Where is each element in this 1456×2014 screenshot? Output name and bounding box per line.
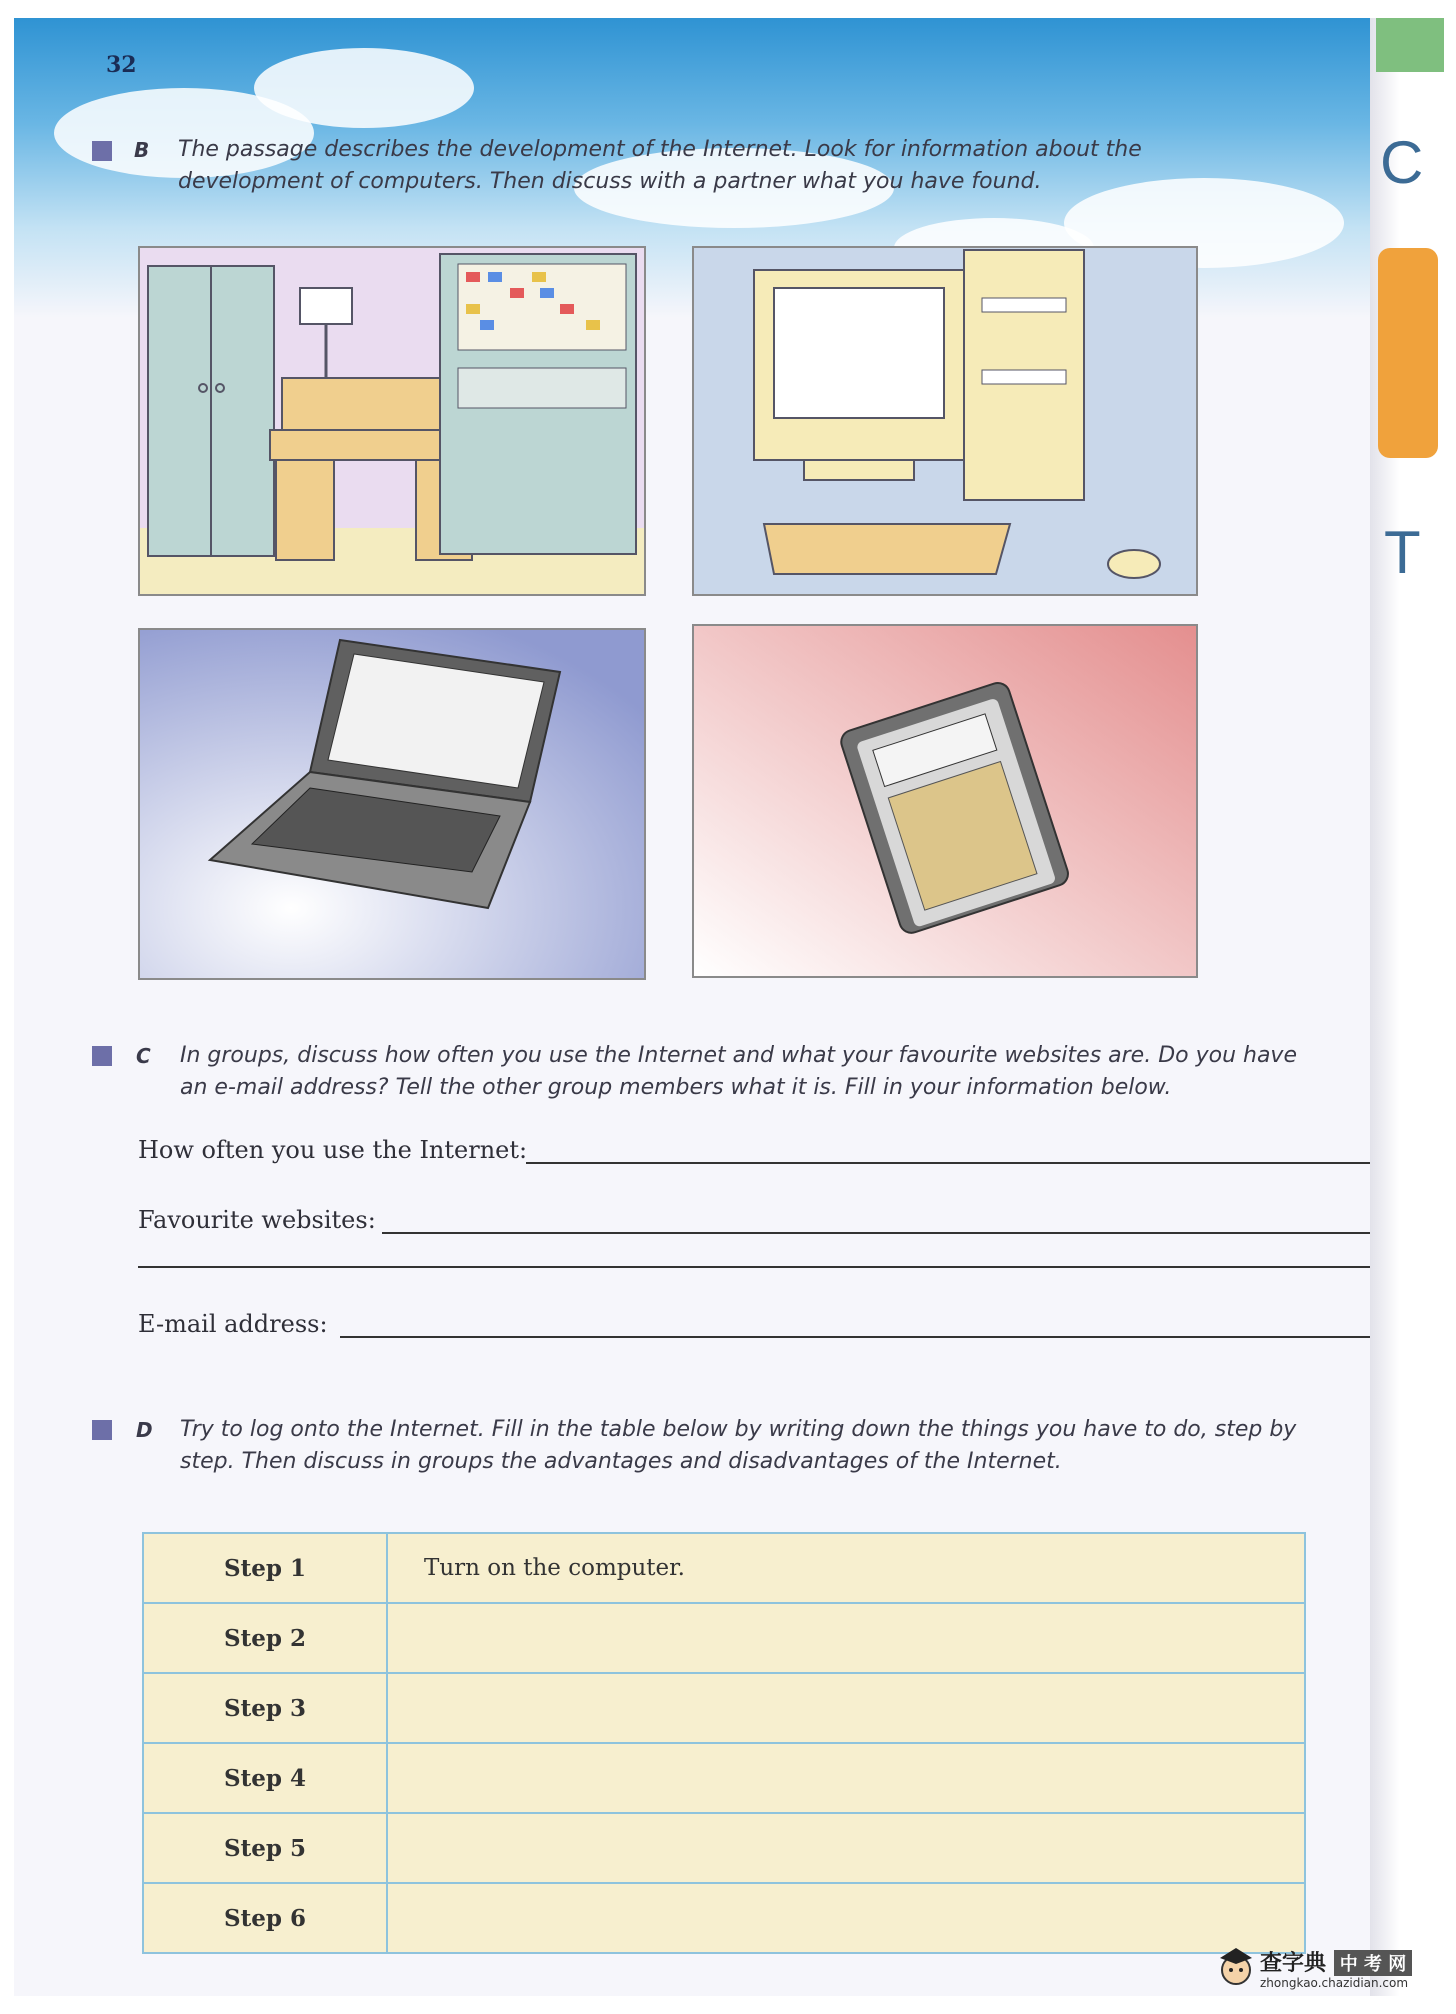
steps-table (142, 1532, 1306, 1954)
site-watermark (1214, 1942, 1442, 1996)
email-address-label: E-mail address: (138, 1310, 328, 1338)
section-d-instruction-line1: Try to log onto the Internet. Fill in the table below by writing down the things you have to do, step by (180, 1417, 1297, 1442)
step-content[interactable]: Turn on the computer. (387, 1533, 1305, 1603)
step-label: Step 6 (143, 1883, 387, 1953)
facing-page-illustration (1378, 248, 1438, 458)
step-content[interactable] (387, 1673, 1305, 1743)
favourite-websites-extra-line[interactable] (138, 1266, 1444, 1268)
facing-page-green-band (1376, 18, 1444, 72)
step-label: Step 4 (143, 1743, 387, 1813)
table-row (143, 1743, 1305, 1813)
table-row (143, 1813, 1305, 1883)
step-content[interactable] (387, 1743, 1305, 1813)
calculator-illustration (692, 624, 1198, 978)
section-b-letter: B (134, 138, 150, 162)
watermark-url: zhongkao.chazidian.com (1260, 1976, 1409, 1990)
table-row (143, 1883, 1305, 1953)
table-row (143, 1533, 1305, 1603)
table-row (143, 1673, 1305, 1743)
step-content[interactable] (387, 1813, 1305, 1883)
laptop-computer-illustration (138, 628, 646, 980)
favourite-websites-label: Favourite websites: (138, 1206, 376, 1234)
section-b-marker (92, 141, 112, 161)
watermark-title (1260, 1946, 1412, 1977)
textbook-page (14, 18, 1444, 1996)
step-label: Step 1 (143, 1533, 387, 1603)
mascot-icon (1216, 1946, 1256, 1990)
favourite-websites-answer-line[interactable] (382, 1232, 1444, 1234)
section-d-letter: D (136, 1418, 153, 1442)
step-content[interactable] (387, 1603, 1305, 1673)
cloud (254, 48, 474, 128)
section-c-instruction-line2: an e-mail address? Tell the other group members what it is. Fill in your information below. (180, 1075, 1172, 1100)
section-d-marker (92, 1420, 112, 1440)
how-often-label: How often you use the Internet: (138, 1136, 528, 1164)
section-c-marker (92, 1046, 112, 1066)
section-b-instruction-line2: development of computers. Then discuss with a partner what you have found. (178, 169, 1042, 194)
facing-page-letter-t: T (1384, 519, 1421, 586)
facing-page-edge (1370, 18, 1444, 1996)
section-b-instruction-line1: The passage describes the development of the Internet. Look for information about the (178, 137, 1142, 162)
step-label: Step 2 (143, 1603, 387, 1673)
step-content[interactable] (387, 1883, 1305, 1953)
section-c-instruction-line1: In groups, discuss how often you use the Internet and what your favourite websites are. Do you have (180, 1043, 1297, 1068)
page-number: 32 (106, 52, 137, 78)
watermark-chinese: 查字典 (1260, 1951, 1327, 1976)
step-label: Step 5 (143, 1813, 387, 1883)
facing-page-letter-c: C (1380, 129, 1424, 196)
step-label: Step 3 (143, 1673, 387, 1743)
email-address-answer-line[interactable] (340, 1336, 1444, 1338)
watermark-box: 中 考 网 (1334, 1950, 1413, 1976)
section-d-instruction-line2: step. Then discuss in groups the advantages and disadvantages of the Internet. (180, 1449, 1062, 1474)
section-c-letter: C (136, 1044, 151, 1068)
desktop-computer-illustration (692, 246, 1198, 596)
table-row (143, 1603, 1305, 1673)
how-often-answer-line[interactable] (526, 1162, 1444, 1164)
mainframe-computer-illustration (138, 246, 646, 596)
